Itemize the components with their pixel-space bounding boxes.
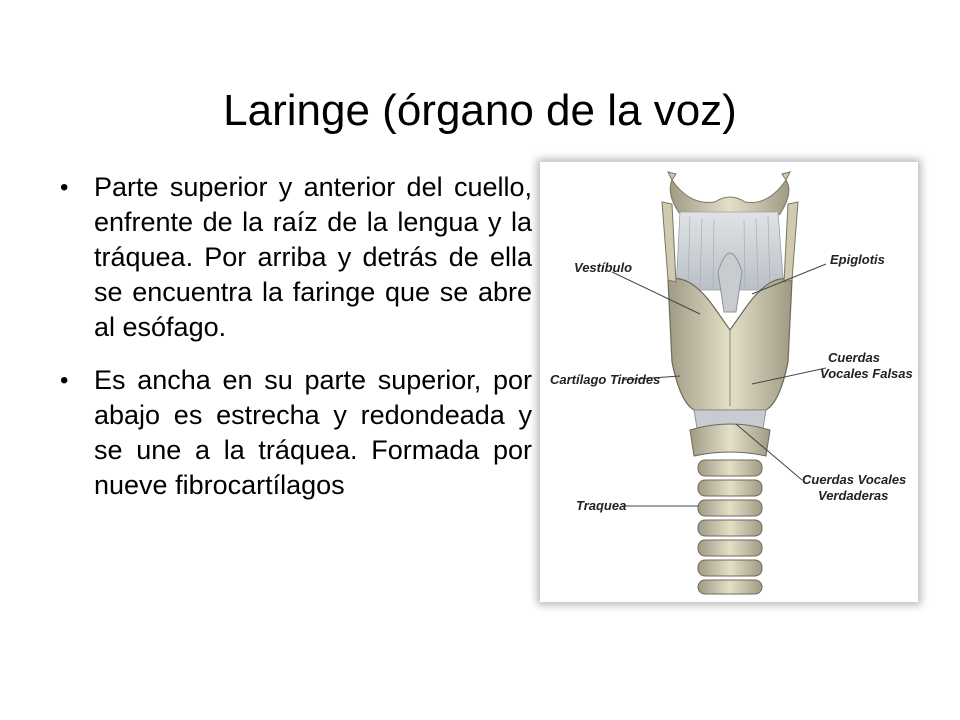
trachea (698, 460, 762, 594)
label-cuerdas-falsas-line2: Vocales Falsas (820, 366, 913, 381)
label-cuerdas-falsas-line1: Cuerdas (828, 350, 881, 365)
label-vestibulo: Vestíbulo (574, 260, 633, 275)
bullet-marker: • (60, 367, 69, 394)
bullet-list (60, 170, 532, 521)
larynx-illustration (540, 162, 918, 602)
hyoid-horn-right (782, 172, 790, 180)
label-traquea: Traquea (576, 498, 627, 513)
bullet-text: Parte superior y anterior del cuello, enfrente de la raíz de la lengua y la tráquea. Por arriba y detrás de ella se encuentra la faringe que se abre al esófago. (94, 172, 532, 342)
bullet-item (60, 363, 532, 503)
larynx-diagram (540, 162, 918, 602)
thyroid-horn-left (662, 202, 676, 282)
label-cuerdas-verdaderas-line2: Verdaderas (818, 488, 889, 503)
label-cuerdas-verdaderas-line1: Cuerdas Vocales (802, 472, 907, 487)
slide-title: Laringe (órgano de la voz) (223, 86, 737, 136)
bullet-marker: • (60, 174, 69, 201)
bullet-text: Es ancha en su parte superior, por abajo es estrecha y redondeada y se une a la tráquea. Formada por nueve fibrocartílagos (94, 365, 532, 500)
cricoid-cartilage (690, 424, 770, 456)
thyroid-horn-right (784, 202, 798, 282)
epiglottis (718, 253, 742, 312)
bullet-item (60, 170, 532, 345)
hyoid-horn-left (668, 172, 676, 180)
label-cartilago-tiroides: Cartílago Tiroides (550, 372, 661, 387)
label-epiglotis: Epiglotis (830, 252, 885, 267)
